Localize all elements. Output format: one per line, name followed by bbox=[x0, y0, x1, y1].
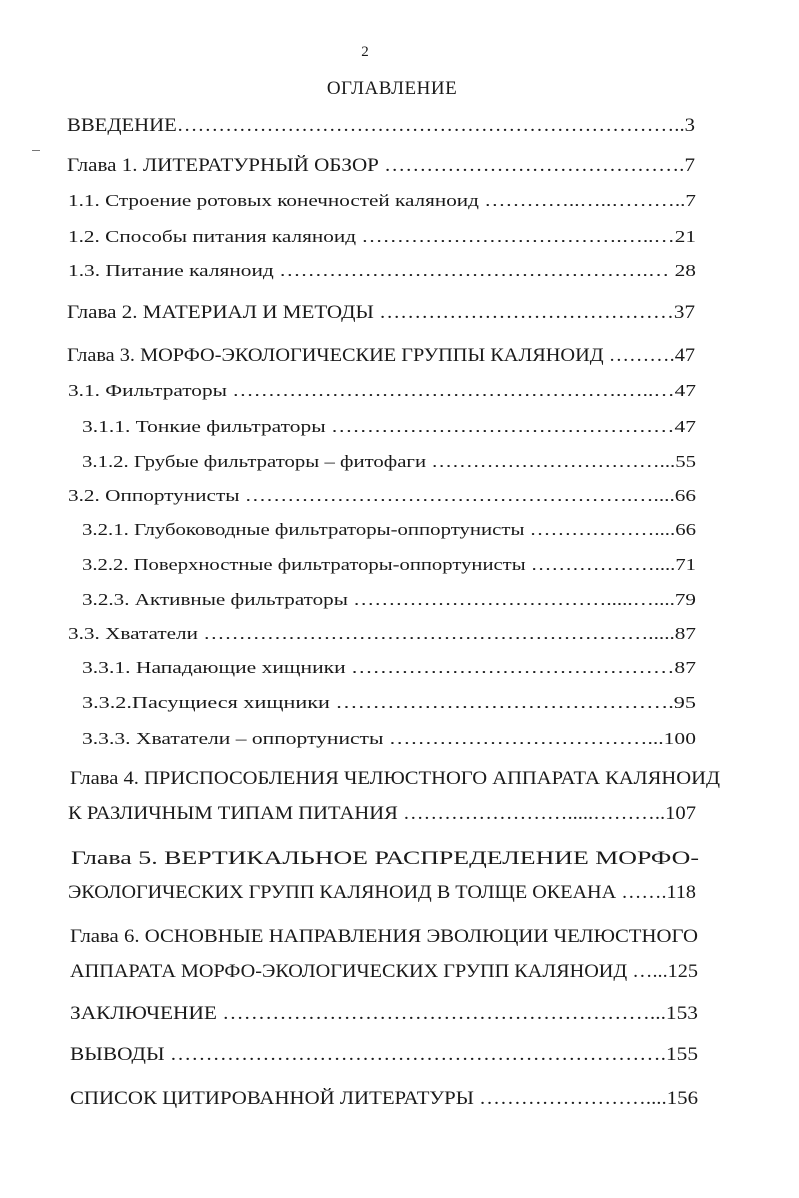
toc-entry-3-2-1: 3.2.1. Глубоководные фильтраторы-оппортунисты ………………....66 bbox=[82, 520, 696, 539]
toc-entry-3-1-2: 3.1.2. Грубые фильтраторы – фитофаги ……………………………...55 bbox=[82, 452, 696, 471]
toc-entry-3-1-1: 3.1.1. Тонкие фильтраторы …………………………………………47 bbox=[82, 417, 696, 436]
toc-entry-chapter-6-line-1: Глава 6. ОСНОВНЫЕ НАПРАВЛЕНИЯ ЭВОЛЮЦИИ ЧЕЛЮСТНОГО bbox=[70, 927, 698, 947]
toc-title: ОГЛАВЛЕНИЕ bbox=[326, 78, 458, 99]
toc-entry-introduction: ВВЕДЕНИЕ………………………………………………………………..3 bbox=[67, 116, 695, 136]
toc-entry-chapter-1: Глава 1. ЛИТЕРАТУРНЫЙ ОБЗОР …………………………………….7 bbox=[67, 156, 695, 176]
toc-entry-chapter-6-line-2: АППАРАТА МОРФО-ЭКОЛОГИЧЕСКИХ ГРУПП КАЛЯНОИД …...125 bbox=[70, 962, 698, 982]
toc-entry-chapter-4-line-2: К РАЗЛИЧНЫМ ТИПАМ ПИТАНИЯ …………………….....………..107 bbox=[68, 804, 696, 824]
toc-entry-chapter-4-line-1: Глава 4. ПРИСПОСОБЛЕНИЯ ЧЕЛЮСТНОГО АППАРАТА КАЛЯНОИД bbox=[70, 769, 720, 789]
toc-entry-3-1: 3.1. Фильтраторы ……………………………………………….…..…47 bbox=[68, 381, 696, 400]
toc-entry-1-3: 1.3. Питание каляноид …………………………………………….… 28 bbox=[68, 261, 696, 280]
toc-entry-chapter-2: Глава 2. МАТЕРИАЛ И МЕТОДЫ ……………………………………37 bbox=[67, 303, 695, 323]
toc-entry-1-2: 1.2. Способы питания каляноид ……………………………….…..…21 bbox=[68, 227, 696, 246]
toc-entry-3-3: 3.3. Хвататели ……………………………………………………….....87 bbox=[68, 624, 696, 643]
toc-entry-chapter-5-line-2: ЭКОЛОГИЧЕСКИХ ГРУПП КАЛЯНОИД В ТОЛЩЕ ОКЕАНА …….118 bbox=[68, 883, 696, 903]
toc-entry-3-3-1: 3.3.1. Нападающие хищники ………………………………………87 bbox=[82, 658, 696, 677]
toc-entry-3-3-2: 3.3.2.Пасущиеся хищники ……………………………………….95 bbox=[82, 693, 696, 712]
toc-entry-chapter-3: Глава 3. МОРФО-ЭКОЛОГИЧЕСКИЕ ГРУППЫ КАЛЯНОИД ……….47 bbox=[67, 346, 695, 366]
toc-entry-references: СПИСОК ЦИТИРОВАННОЙ ЛИТЕРАТУРЫ ……………………....156 bbox=[70, 1089, 698, 1109]
toc-entry-1-1: 1.1. Строение ротовых конечностей каляноид …………..…..………..7 bbox=[68, 191, 696, 210]
toc-entry-3-2-2: 3.2.2. Поверхностные фильтраторы-оппортунисты ………………....71 bbox=[82, 555, 696, 574]
toc-entry-conclusion: ЗАКЛЮЧЕНИЕ ……………………………………………………...153 bbox=[70, 1004, 698, 1024]
page-number: 2 bbox=[361, 44, 369, 60]
toc-entry-chapter-5-line-1: Глава 5. ВЕРТИКАЛЬНОЕ РАСПРЕДЕЛЕНИЕ МОРФО- bbox=[71, 849, 699, 869]
toc-entry-3-2: 3.2. Оппортунисты ……………………………………………….…....66 bbox=[68, 486, 696, 505]
toc-entry-findings: ВЫВОДЫ …………………………………………………………….155 bbox=[70, 1045, 698, 1065]
toc-entry-3-3-3: 3.3.3. Хвататели – оппортунисты ………………………………...100 bbox=[82, 729, 696, 748]
margin-mark bbox=[32, 150, 40, 151]
toc-entry-3-2-3: 3.2.3. Активные фильтраторы ……………………………….....…....79 bbox=[82, 590, 696, 609]
